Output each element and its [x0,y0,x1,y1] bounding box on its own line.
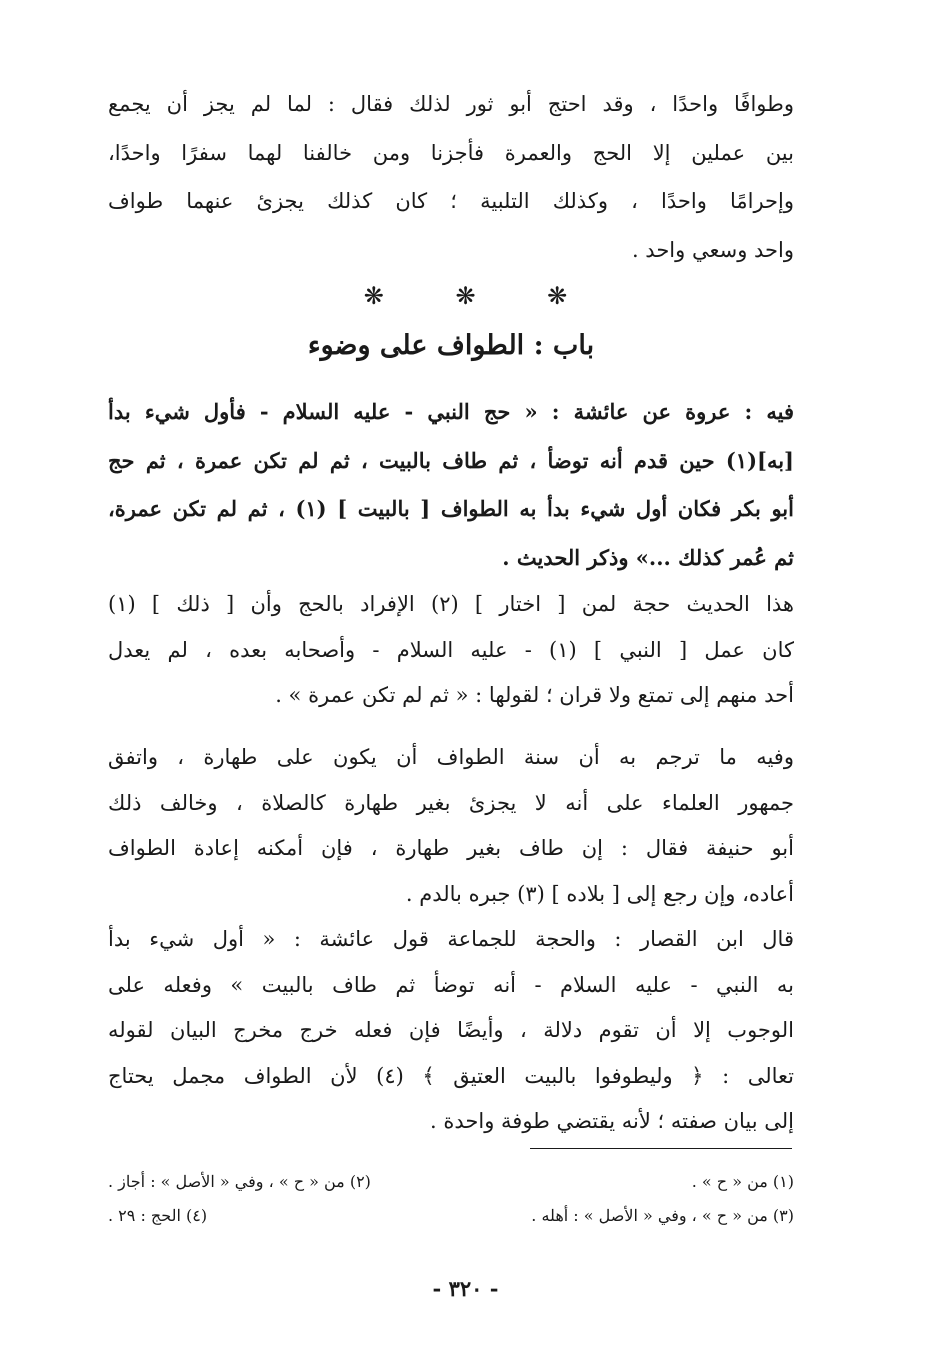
text-line: جمهور العلماء على أنه لا يجزئ بغير طهارة كالصلاة ، وخالف ذلك [108,790,794,815]
page-number: - ٣٢٠ - [432,1276,499,1301]
hadith-paragraph [108,388,794,582]
text-line: قال ابن القصار : والحجة للجماعة قول عائشة : « أول شيء بدأ [108,927,794,951]
footnotes-row [108,1206,794,1225]
text-line: أحد منهم إلى تمتع ولا قران ؛ لقولها : « ثم لم تكن عمرة » . [275,683,794,707]
text-line: أعاده، وإن رجع إلى [ بلاده ] (٣) جبره بالدم . [405,881,794,906]
text-line: وفيه ما ترجم به أن سنة الطواف أن يكون على طهارة ، واتفق [108,745,794,769]
text-line: بين عملين إلا الحج والعمرة فأجزنا ومن خالفنا لهما سفرًا واحدًا، [108,140,794,165]
footnote: (٢) من « ح » ، وفي « الأصل » : أجاز . [108,1172,371,1191]
text-line: أبو بكر فكان أول شيء بدأ به الطواف [ بالبيت ] (١) ، ثم لم تكن عمرة، [108,496,794,521]
asterism-icon: ❋ [547,282,568,310]
text-line: إلى بيان صفته ؛ لأنه يقتضي طوفة واحدة . [430,1109,794,1133]
text-line: ثم عُمر كذلك ...» وذكر الحديث . [502,544,794,570]
text-line: [به](١) حين قدم أنه توضأ ، ثم طاف بالبيت ، ثم لم تكن عمرة ، ثم حج [108,447,794,473]
text-line: فيه : عروة عن عائشة : « حج النبي - عليه السلام - فأول شيء بدأ [108,399,794,424]
text-line: كان عمل [ النبي ] (١) - عليه السلام - وأصحابه بعده ، لم يعدل [108,637,794,662]
asterism-icon: ❋ [363,282,384,310]
footnote: (٣) من « ح » ، وفي « الأصل » : أهله . [531,1206,794,1225]
commentary-paragraph [108,735,794,917]
text-line: وإحرامًا واحدًا ، وكذلك التلبية ؛ كان كذلك يجزئ عنهما طواف [108,189,794,213]
text-line: به النبي - عليه السلام - أنه توضأ ثم طاف بالبيت » وفعله على [108,972,794,997]
asterism-icon: ❋ [455,282,476,310]
footnotes-row [108,1172,794,1191]
commentary-paragraph [108,582,794,719]
footnote-divider [530,1148,792,1149]
text-line: أبو حنيفة فقال : إن طاف بغير طهارة ، فإن أمكنه إعادة الطواف [108,836,794,860]
text-line: الوجوب إلا أن تقوم دلالة ، وأيضًا فإن فعله خرج مخرج البيان لقوله [108,1018,794,1042]
text-line: هذا الحديث حجة لمن [ اختار ] (٢) الإفراد بالحج وأن [ ذلك ] (١) [108,592,794,616]
intro-paragraph [108,80,794,274]
footnote: (١) من « ح » . [691,1172,794,1191]
section-separator [0,282,931,310]
text-line: واحد وسعي واحد . [631,237,794,262]
text-line: تعالى : ﴿ وليطوفوا بالبيت العتيق ﴾ (٤) لأن الطواف مجمل يحتاج [108,1063,794,1088]
commentary-paragraph [108,917,794,1145]
chapter-heading: باب : الطواف على وضوء [307,330,595,361]
text-line: وطوافًا واحدًا ، وقد احتج أبو ثور لذلك فقال : لما لم يجز أن يجمع [108,92,794,116]
footnote: (٤) الحج : ٢٩ . [108,1206,208,1225]
